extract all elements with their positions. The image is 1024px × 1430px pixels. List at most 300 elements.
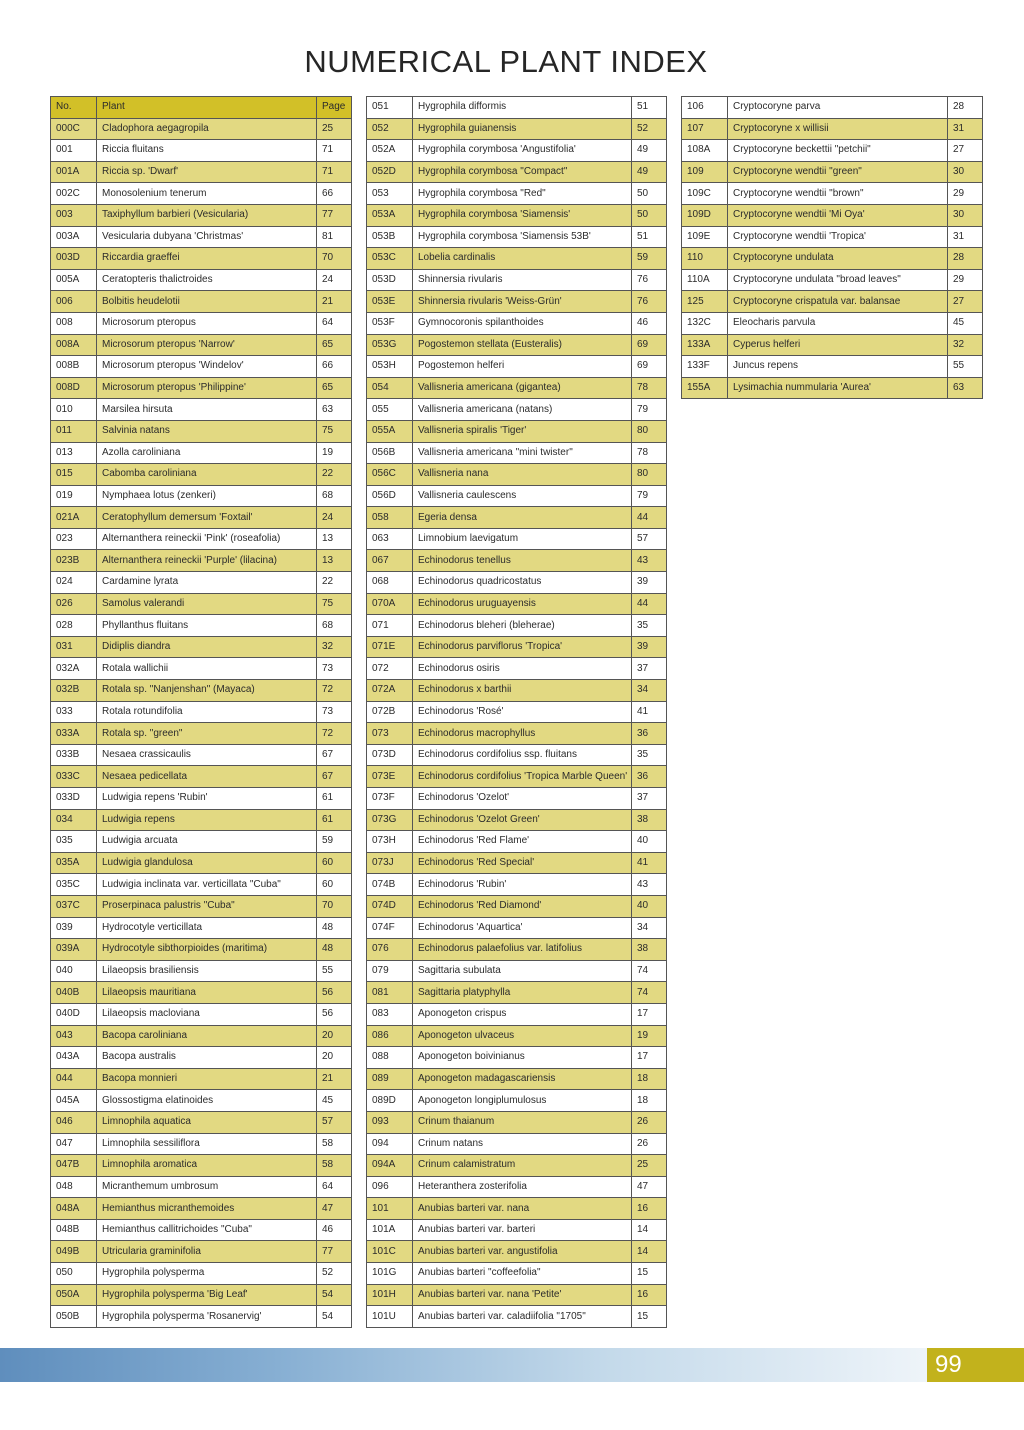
plant-name: Rotala sp. "Nanjenshan" (Mayaca) [97, 680, 317, 702]
table-row [367, 744, 667, 766]
table-row [51, 485, 352, 507]
table-row [51, 118, 352, 140]
table-row [51, 312, 352, 334]
plant-number: 133F [682, 356, 728, 378]
table-row [51, 593, 352, 615]
plant-name: Aponogeton boivinianus [413, 1047, 632, 1069]
page-ref: 52 [632, 118, 667, 140]
page-ref: 43 [632, 874, 667, 896]
page-ref: 14 [632, 1219, 667, 1241]
plant-number: 073H [367, 831, 413, 853]
table-row [51, 982, 352, 1004]
page-ref: 41 [632, 701, 667, 723]
plant-number: 053A [367, 204, 413, 226]
page-ref: 13 [317, 528, 352, 550]
page-ref: 77 [317, 204, 352, 226]
page-ref: 58 [317, 1155, 352, 1177]
page-ref: 60 [317, 852, 352, 874]
table-row [51, 1219, 352, 1241]
plant-number: 074B [367, 874, 413, 896]
table-row [367, 485, 667, 507]
plant-name: Riccardia graeffei [97, 248, 317, 270]
plant-number: 073J [367, 852, 413, 874]
table-row [51, 464, 352, 486]
plant-number: 074F [367, 917, 413, 939]
plant-name: Echinodorus parviflorus 'Tropica' [413, 636, 632, 658]
plant-number: 043 [51, 1025, 97, 1047]
table-row [51, 572, 352, 594]
plant-number: 081 [367, 982, 413, 1004]
page-ref: 61 [317, 809, 352, 831]
plant-number: 028 [51, 615, 97, 637]
table-row [367, 140, 667, 162]
table-row [367, 788, 667, 810]
plant-name: Limnophila aromatica [97, 1155, 317, 1177]
page-ref: 54 [317, 1306, 352, 1328]
plant-name: Juncus repens [728, 356, 948, 378]
table-row [367, 1263, 667, 1285]
table-row [367, 1219, 667, 1241]
page-ref: 31 [948, 118, 983, 140]
page-ref: 55 [948, 356, 983, 378]
plant-name: Vallisneria americana (natans) [413, 399, 632, 421]
table-row [51, 917, 352, 939]
plant-name: Echinodorus 'Rosé' [413, 701, 632, 723]
table-row [51, 744, 352, 766]
page-ref: 28 [948, 97, 983, 119]
page-ref: 51 [632, 226, 667, 248]
plant-name: Vallisneria americana "mini twister" [413, 442, 632, 464]
plant-number: 003A [51, 226, 97, 248]
plant-name: Bacopa caroliniana [97, 1025, 317, 1047]
plant-number: 071E [367, 636, 413, 658]
page-ref: 31 [948, 226, 983, 248]
plant-number: 040D [51, 1003, 97, 1025]
plant-name: Hygrophila corymbosa "Red" [413, 183, 632, 205]
plant-number: 015 [51, 464, 97, 486]
plant-name: Taxiphyllum barbieri (Vesicularia) [97, 204, 317, 226]
table-row [682, 226, 983, 248]
plant-name: Echinodorus cordifolius 'Tropica Marble Queen' [413, 766, 632, 788]
plant-number: 050A [51, 1284, 97, 1306]
plant-name: Proserpinaca palustris "Cuba" [97, 895, 317, 917]
plant-name: Echinodorus palaefolius var. latifolius [413, 939, 632, 961]
plant-name: Microsorum pteropus 'Windelov' [97, 356, 317, 378]
page-ref: 24 [317, 507, 352, 529]
plant-number: 073 [367, 723, 413, 745]
page-ref: 49 [632, 140, 667, 162]
plant-name: Hemianthus micranthemoides [97, 1198, 317, 1220]
plant-number: 023 [51, 528, 97, 550]
table-row [51, 269, 352, 291]
page-ref: 29 [948, 269, 983, 291]
plant-name: Echinodorus 'Ozelot' [413, 788, 632, 810]
page-ref: 56 [317, 1003, 352, 1025]
plant-name: Lysimachia nummularia 'Aurea' [728, 377, 948, 399]
table-row [51, 831, 352, 853]
plant-name: Hygrophila polysperma 'Rosanervig' [97, 1306, 317, 1328]
plant-number: 049B [51, 1241, 97, 1263]
table-row [51, 377, 352, 399]
plant-number: 033C [51, 766, 97, 788]
plant-number: 046 [51, 1111, 97, 1133]
page-ref: 71 [317, 161, 352, 183]
plant-number: 063 [367, 528, 413, 550]
plant-number: 055 [367, 399, 413, 421]
page-ref: 78 [632, 442, 667, 464]
table-row [367, 809, 667, 831]
plant-name: Hydrocotyle sibthorpioides (maritima) [97, 939, 317, 961]
table-row [682, 161, 983, 183]
plant-name: Cryptocoryne wendtii "brown" [728, 183, 948, 205]
page-ref: 24 [317, 269, 352, 291]
table-row [367, 658, 667, 680]
plant-number: 019 [51, 485, 97, 507]
plant-number: 001A [51, 161, 97, 183]
table-row [367, 464, 667, 486]
page-ref: 46 [632, 312, 667, 334]
page-ref: 32 [948, 334, 983, 356]
page-ref: 14 [632, 1241, 667, 1263]
page-ref: 68 [317, 485, 352, 507]
plant-number: 053H [367, 356, 413, 378]
page-ref: 69 [632, 334, 667, 356]
table-row [51, 809, 352, 831]
plant-number: 035A [51, 852, 97, 874]
page-ref: 66 [317, 183, 352, 205]
table-row [51, 680, 352, 702]
plant-name: Vallisneria caulescens [413, 485, 632, 507]
table-row [367, 831, 667, 853]
page-ref: 55 [317, 960, 352, 982]
page-ref: 80 [632, 464, 667, 486]
table-row [51, 420, 352, 442]
page-ref: 70 [317, 248, 352, 270]
table-row [367, 572, 667, 594]
table-row [367, 1090, 667, 1112]
plant-number: 054 [367, 377, 413, 399]
table-row [51, 1025, 352, 1047]
plant-name: Lilaeopsis macloviana [97, 1003, 317, 1025]
page-ref: 54 [317, 1284, 352, 1306]
page-ref: 16 [632, 1284, 667, 1306]
page-ref: 41 [632, 852, 667, 874]
page-ref: 80 [632, 420, 667, 442]
table-row [682, 183, 983, 205]
page-ref: 37 [632, 658, 667, 680]
page-ref: 51 [632, 97, 667, 119]
table-row [51, 1003, 352, 1025]
table-row [51, 895, 352, 917]
page-ref: 15 [632, 1263, 667, 1285]
plant-name: Limnophila aquatica [97, 1111, 317, 1133]
page-ref: 65 [317, 377, 352, 399]
table-row [367, 334, 667, 356]
plant-name: Hygrophila difformis [413, 97, 632, 119]
page-ref: 18 [632, 1090, 667, 1112]
page-ref: 64 [317, 312, 352, 334]
plant-number: 003 [51, 204, 97, 226]
table-row [367, 680, 667, 702]
plant-name: Cryptocoryne undulata [728, 248, 948, 270]
plant-number: 040B [51, 982, 97, 1004]
plant-name: Riccia sp. 'Dwarf' [97, 161, 317, 183]
plant-name: Marsilea hirsuta [97, 399, 317, 421]
table-row [682, 204, 983, 226]
table-row [51, 766, 352, 788]
table-row [51, 334, 352, 356]
plant-name: Gymnocoronis spilanthoides [413, 312, 632, 334]
page-ref: 45 [317, 1090, 352, 1112]
table-row [682, 97, 983, 119]
table-row [367, 960, 667, 982]
table-header-row [51, 97, 352, 119]
plant-name: Cryptocoryne beckettii "petchii" [728, 140, 948, 162]
plant-number: 072B [367, 701, 413, 723]
page-ref: 67 [317, 766, 352, 788]
plant-number: 052 [367, 118, 413, 140]
plant-number: 109C [682, 183, 728, 205]
table-row [367, 248, 667, 270]
plant-name: Anubias barteri var. caladiifolia "1705" [413, 1306, 632, 1328]
plant-name: Hygrophila guianensis [413, 118, 632, 140]
plant-name: Hygrophila corymbosa 'Siamensis 53B' [413, 226, 632, 248]
plant-number: 000C [51, 118, 97, 140]
plant-number: 008A [51, 334, 97, 356]
page-ref: 16 [632, 1198, 667, 1220]
plant-name: Heteranthera zosterifolia [413, 1176, 632, 1198]
table-row [51, 1306, 352, 1328]
page-ref: 43 [632, 550, 667, 572]
table-row [367, 226, 667, 248]
table-row [367, 312, 667, 334]
plant-name: Aponogeton ulvaceus [413, 1025, 632, 1047]
page-ref: 75 [317, 420, 352, 442]
plant-number: 109D [682, 204, 728, 226]
plant-number: 008B [51, 356, 97, 378]
plant-name: Rotala wallichii [97, 658, 317, 680]
plant-number: 079 [367, 960, 413, 982]
plant-name: Echinodorus 'Red Flame' [413, 831, 632, 853]
plant-number: 110 [682, 248, 728, 270]
table-row [51, 1176, 352, 1198]
plant-name: Nesaea crassicaulis [97, 744, 317, 766]
page-ref: 47 [632, 1176, 667, 1198]
plant-number: 051 [367, 97, 413, 119]
page-ref: 63 [948, 377, 983, 399]
page-ref: 45 [948, 312, 983, 334]
page-ref: 35 [632, 744, 667, 766]
table-row [51, 248, 352, 270]
table-row [51, 615, 352, 637]
plant-name: Nymphaea lotus (zenkeri) [97, 485, 317, 507]
plant-name: Echinodorus 'Rubin' [413, 874, 632, 896]
plant-name: Vallisneria americana (gigantea) [413, 377, 632, 399]
page-ref: 66 [317, 356, 352, 378]
table-row [367, 97, 667, 119]
table-row [51, 140, 352, 162]
table-row [367, 701, 667, 723]
plant-name: Cyperus helferi [728, 334, 948, 356]
table-row [367, 895, 667, 917]
table-row [367, 183, 667, 205]
table-row [367, 1111, 667, 1133]
table-row [367, 982, 667, 1004]
plant-name: Vesicularia dubyana 'Christmas' [97, 226, 317, 248]
plant-name: Rotala sp. "green" [97, 723, 317, 745]
table-row [51, 507, 352, 529]
plant-name: Cladophora aegagropila [97, 118, 317, 140]
page-ref: 50 [632, 204, 667, 226]
page-ref: 40 [632, 831, 667, 853]
plant-number: 072A [367, 680, 413, 702]
plant-name: Sagittaria platyphylla [413, 982, 632, 1004]
page-ref: 77 [317, 1241, 352, 1263]
plant-name: Glossostigma elatinoides [97, 1090, 317, 1112]
plant-name: Anubias barteri var. nana [413, 1198, 632, 1220]
plant-name: Bacopa monnieri [97, 1068, 317, 1090]
plant-number: 040 [51, 960, 97, 982]
page-ref: 13 [317, 550, 352, 572]
table-row [682, 269, 983, 291]
plant-number: 132C [682, 312, 728, 334]
plant-number: 052A [367, 140, 413, 162]
plant-number: 053F [367, 312, 413, 334]
plant-name: Shinnersia rivularis 'Weiss-Grün' [413, 291, 632, 313]
table-row [367, 636, 667, 658]
page-ref: 29 [948, 183, 983, 205]
plant-name: Samolus valerandi [97, 593, 317, 615]
plant-number: 032B [51, 680, 97, 702]
page-ref: 39 [632, 636, 667, 658]
plant-number: 047 [51, 1133, 97, 1155]
table-row [367, 356, 667, 378]
plant-number: 008D [51, 377, 97, 399]
page-ref: 32 [317, 636, 352, 658]
plant-name: Utricularia graminifolia [97, 1241, 317, 1263]
page-ref: 40 [632, 895, 667, 917]
plant-number: 048 [51, 1176, 97, 1198]
index-column-3 [681, 96, 983, 399]
plant-number: 071 [367, 615, 413, 637]
plant-name: Sagittaria subulata [413, 960, 632, 982]
table-row [367, 766, 667, 788]
plant-number: 109 [682, 161, 728, 183]
plant-number: 058 [367, 507, 413, 529]
table-row [367, 161, 667, 183]
page-ref: 20 [317, 1047, 352, 1069]
page-ref: 22 [317, 464, 352, 486]
plant-name: Echinodorus 'Red Diamond' [413, 895, 632, 917]
page-title: NUMERICAL PLANT INDEX [304, 44, 708, 79]
page-ref: 50 [632, 183, 667, 205]
plant-name: Echinodorus quadricostatus [413, 572, 632, 594]
plant-name: Alternanthera reineckii 'Purple' (lilacina) [97, 550, 317, 572]
plant-number: 026 [51, 593, 97, 615]
plant-number: 006 [51, 291, 97, 313]
plant-name: Ludwigia glandulosa [97, 852, 317, 874]
page-ref: 22 [317, 572, 352, 594]
plant-name: Pogostemon helferi [413, 356, 632, 378]
plant-number: 073G [367, 809, 413, 831]
plant-number: 002C [51, 183, 97, 205]
plant-number: 072 [367, 658, 413, 680]
table-row [367, 1306, 667, 1328]
plant-number: 133A [682, 334, 728, 356]
plant-number: 088 [367, 1047, 413, 1069]
plant-name: Micranthemum umbrosum [97, 1176, 317, 1198]
page-ref: 15 [632, 1306, 667, 1328]
page-ref: 70 [317, 895, 352, 917]
page-ref: 39 [632, 572, 667, 594]
plant-name: Ceratophyllum demersum 'Foxtail' [97, 507, 317, 529]
table-row [51, 852, 352, 874]
plant-name: Cryptocoryne wendtii "green" [728, 161, 948, 183]
plant-name: Cryptocoryne wendtii 'Mi Oya' [728, 204, 948, 226]
table-row [682, 291, 983, 313]
page-ref: 46 [317, 1219, 352, 1241]
plant-number: 053 [367, 183, 413, 205]
table-row [367, 1047, 667, 1069]
table-row [682, 377, 983, 399]
table-row [367, 377, 667, 399]
table-row [51, 1111, 352, 1133]
plant-number: 035 [51, 831, 97, 853]
plant-number: 033D [51, 788, 97, 810]
page-ref: 57 [632, 528, 667, 550]
page-ref: 64 [317, 1176, 352, 1198]
plant-name: Microsorum pteropus 'Narrow' [97, 334, 317, 356]
plant-number: 101 [367, 1198, 413, 1220]
plant-name: Echinodorus bleheri (bleherae) [413, 615, 632, 637]
plant-number: 076 [367, 939, 413, 961]
page-ref: 30 [948, 204, 983, 226]
table-row [51, 701, 352, 723]
page-ref: 81 [317, 226, 352, 248]
plant-name: Echinodorus tenellus [413, 550, 632, 572]
page-ref: 72 [317, 723, 352, 745]
page-ref: 71 [317, 140, 352, 162]
plant-name: Lilaeopsis mauritiana [97, 982, 317, 1004]
plant-name: Eleocharis parvula [728, 312, 948, 334]
table-row [51, 1198, 352, 1220]
page-ref: 65 [317, 334, 352, 356]
plant-name: Shinnersia rivularis [413, 269, 632, 291]
page-ref: 63 [317, 399, 352, 421]
plant-number: 068 [367, 572, 413, 594]
page-ref: 44 [632, 507, 667, 529]
table-row [367, 939, 667, 961]
plant-name: Hygrophila corymbosa 'Angustifolia' [413, 140, 632, 162]
page-ref: 34 [632, 917, 667, 939]
page-ref: 57 [317, 1111, 352, 1133]
plant-number: 031 [51, 636, 97, 658]
page-ref: 68 [317, 615, 352, 637]
plant-number: 003D [51, 248, 97, 270]
plant-name: Echinodorus cordifolius ssp. fluitans [413, 744, 632, 766]
page-ref: 21 [317, 1068, 352, 1090]
plant-number: 074D [367, 895, 413, 917]
plant-name: Monosolenium tenerum [97, 183, 317, 205]
plant-name: Egeria densa [413, 507, 632, 529]
table-row [367, 593, 667, 615]
page-ref: 48 [317, 939, 352, 961]
plant-name: Crinum calamistratum [413, 1155, 632, 1177]
plant-number: 050 [51, 1263, 97, 1285]
header-page: Page [317, 97, 352, 119]
table-row [51, 356, 352, 378]
plant-number: 053C [367, 248, 413, 270]
